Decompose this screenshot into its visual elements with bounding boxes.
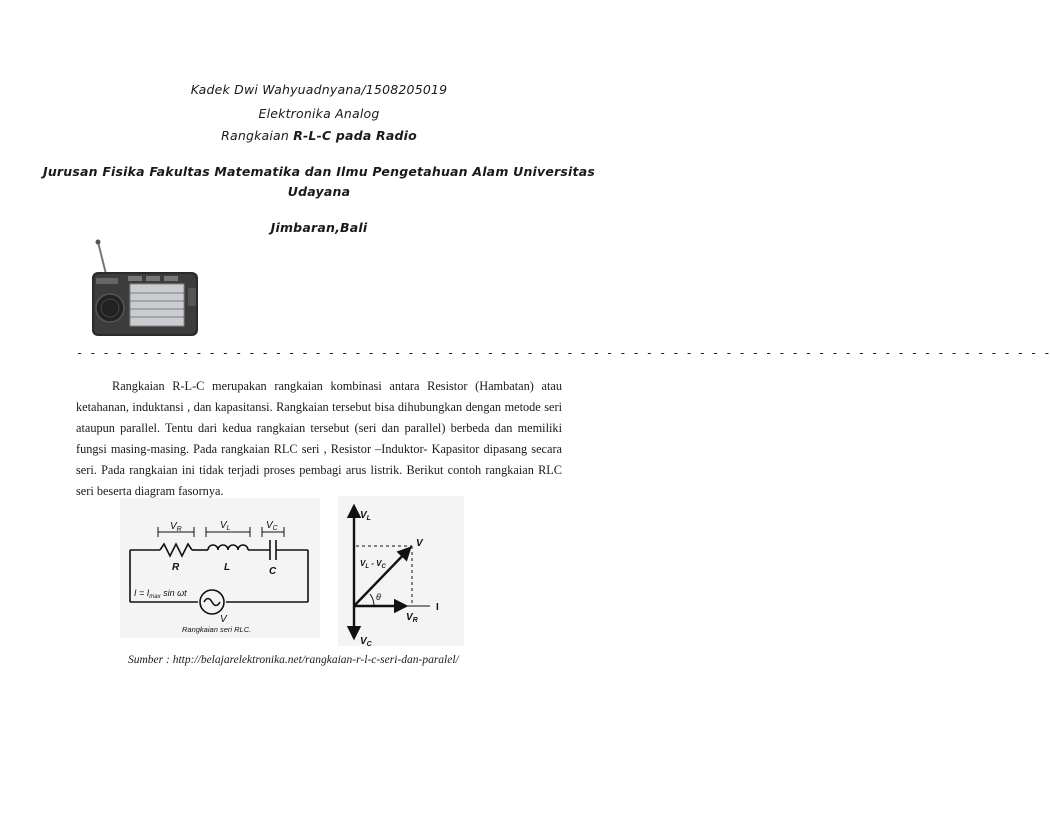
topic-bold: R-L-C pada Radio [293,128,417,143]
topic-prefix: Rangkaian [221,128,294,143]
tuning-knob [188,288,196,306]
phasor-label-diff: $V_L - V_C$ [360,559,386,570]
phasor-label-theta: θ [376,592,381,602]
source-citation: Sumber : http://belajarelektronika.net/rangkaian-r-l-c-seri-dan-paralel/ [128,654,459,666]
radio-image [86,238,200,340]
department-text-1: Jurusan Fisika Fakultas Matematika dan Ilmu Pengetahuan Alam Universitas [42,164,595,179]
department-line-1 [0,164,638,179]
label-l: L [224,562,231,573]
location-text: Jimbaran,Bali [270,220,368,235]
phasor-label-vr: $V_R$ [406,612,418,624]
department-text-2: Udayana [287,184,351,199]
label-source-v: V [220,614,227,625]
body-paragraph [76,376,562,502]
phasor-diagram [338,496,464,646]
phasor-label-vc: $V_C$ [360,636,372,648]
current-equation: $I = I_{max}$ sin ωt [134,588,187,600]
rlc-circuit-diagram [120,498,320,638]
label-c: C [269,566,277,577]
speaker [96,294,124,322]
author-line: Kadek Dwi Wahyuadnyana/1508205019 [190,82,448,97]
separator-line: - - - - - - - - - - - - - - - - - - - - - - - - - - - - - - - - - - - - - - - - - - - - - - - - - - - - - - - - - - - - - - - - - - - - - - - - - - [76,346,1050,360]
tuning-dial [130,284,184,326]
phasor-label-vl: $V_L$ [360,510,371,522]
paragraph-text: Rangkaian R-L-C merupakan rangkaian kombinasi antara Resistor (Hambatan) atau ketahanan, induktansi , dan kapasitansi. Rangkaian tersebut bisa dihubungkan dengan metode seri ataupun parallel. Tentu dari kedua rangkaian tersebut (seri dan parallel) berbeda dan memiliki fungsi masing-masing. Pada rangkaian RLC seri , Resistor –Induktor- Kapasitor dipasang secara seri. Pada rangkaian ini tidak terjadi proses pembagi arus listrik. Berikut contoh rangkaian RLC seri beserta diagram fasornya. [76,379,562,498]
topic-line [0,128,638,143]
department-line-2 [0,184,638,199]
phasor-label-i: I [436,602,439,613]
location-line [0,220,638,235]
course-line: Elektronika Analog [258,106,380,121]
label-vl: $V_L$ [220,520,231,532]
label-r: R [172,562,180,573]
label-vc: $V_C$ [266,520,278,532]
label-vr: $V_R$ [170,521,182,533]
circuit-caption: Rangkaian seri RLC. [182,625,252,634]
phasor-label-v: V [416,538,423,549]
